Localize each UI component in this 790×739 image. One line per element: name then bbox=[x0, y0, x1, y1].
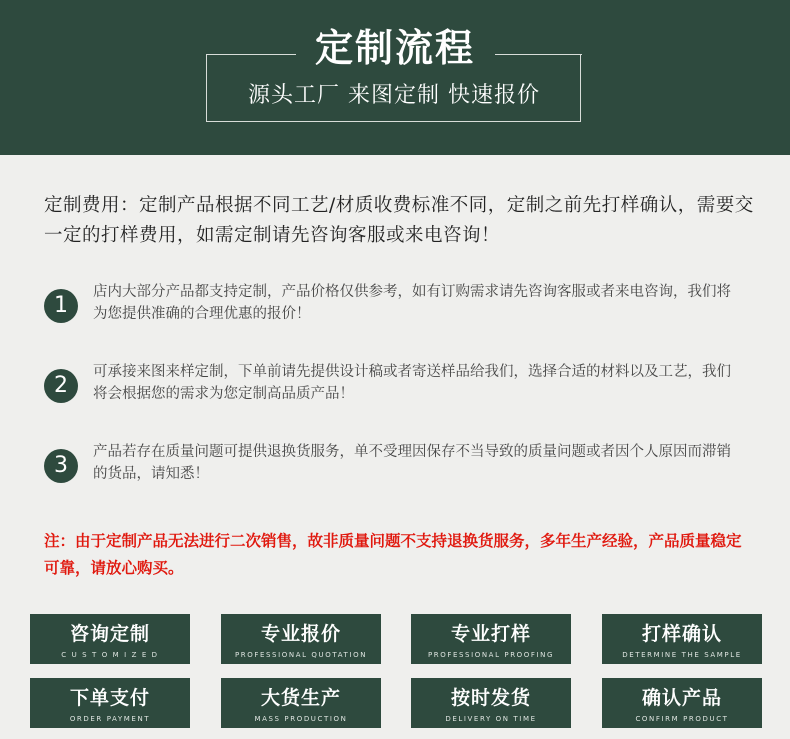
page-title: 定制流程 bbox=[314, 26, 475, 70]
step-button-sublabel: DETERMINE THE SAMPLE bbox=[622, 651, 742, 659]
step-button-label: 按时发货 bbox=[450, 687, 531, 709]
step-number-badge: 3 bbox=[44, 449, 78, 483]
step-button-label: 大货生产 bbox=[260, 687, 341, 709]
step-button-label: 打样确认 bbox=[641, 623, 722, 645]
info-item-text: 店内大部分产品都支持定制，产品价格仅供参考，如有订购需求请先咨询客服或者来电咨询，我们将为您提供准确的合理优惠的报价！ bbox=[93, 284, 731, 322]
step-button-confirm-product[interactable] bbox=[602, 678, 762, 728]
step-button-sample-confirm[interactable] bbox=[602, 614, 762, 664]
step-button-label: 下单支付 bbox=[69, 687, 150, 709]
step-number-badge: 1 bbox=[44, 289, 78, 323]
step-button-sublabel: CONFIRM PRODUCT bbox=[635, 715, 729, 723]
step-button-label: 确认产品 bbox=[641, 687, 722, 709]
step-button-delivery[interactable] bbox=[411, 678, 571, 728]
step-button-sublabel: PROFESSIONAL QUOTATION bbox=[234, 651, 368, 659]
step-button-quotation[interactable] bbox=[221, 614, 381, 664]
step-button-sublabel: DELIVERY ON TIME bbox=[445, 715, 537, 723]
step-button-sublabel: MASS PRODUCTION bbox=[254, 715, 348, 723]
step-button-order-payment[interactable] bbox=[30, 678, 190, 728]
step-button-sublabel: ORDER PAYMENT bbox=[69, 715, 151, 723]
info-item-text: 可承接来图来样定制，下单前请先提供设计稿或者寄送样品给我们，选择合适的材料以及工艺，我们将会根据您的需求为您定制高品质产品！ bbox=[93, 364, 731, 402]
warning-note: 注：由于定制产品无法进行二次销售，故非质量问题不支持退换货服务，多年生产经验，产品质量稳定可靠，请放心购买。 bbox=[44, 532, 742, 577]
step-button-sublabel: C U S T O M I Z E D bbox=[61, 651, 159, 659]
header-banner bbox=[0, 0, 790, 155]
step-button-label: 专业打样 bbox=[450, 623, 531, 645]
step-button-mass-production[interactable] bbox=[221, 678, 381, 728]
step-number-badge: 2 bbox=[44, 369, 78, 403]
customization-fee-text: 定制费用：定制产品根据不同工艺/材质收费标准不同，定制之前先打样确认，需要交一定的打样费用，如需定制请先咨询客服或来电咨询！ bbox=[44, 195, 754, 246]
step-button-label: 专业报价 bbox=[260, 623, 341, 645]
step-button-consult[interactable] bbox=[30, 614, 190, 664]
step-button-proofing[interactable] bbox=[411, 614, 571, 664]
info-item-text: 产品若存在质量问题可提供退换货服务，单不受理因保存不当导致的质量问题或者因个人原因而滞销的货品，请知悉！ bbox=[93, 444, 731, 482]
step-button-label: 咨询定制 bbox=[69, 623, 150, 645]
page-subtitle: 源头工厂 来图定制 快速报价 bbox=[248, 83, 540, 108]
step-button-sublabel: PROFESSIONAL PROOFING bbox=[427, 651, 555, 659]
